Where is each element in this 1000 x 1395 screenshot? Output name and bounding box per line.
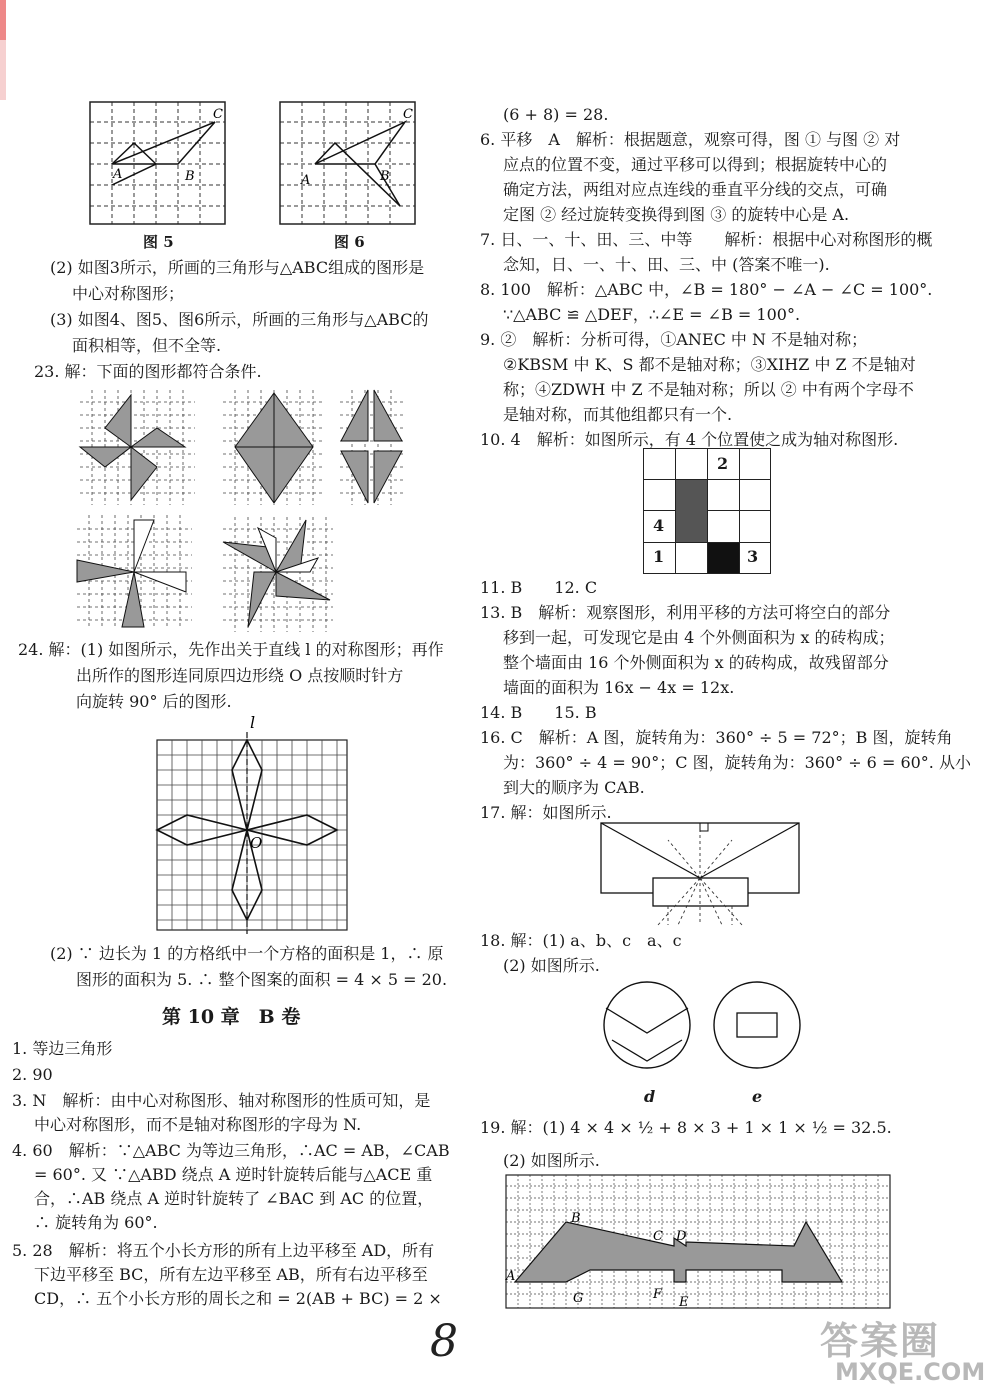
q19-figure-shaded-shape xyxy=(503,1172,893,1312)
svg-text:B: B xyxy=(571,1211,581,1226)
answer-13-line3: 整个墙面由 16 个外侧面积为 x 的砖构成，故残留部分 xyxy=(503,653,889,672)
answer-5-continued: (6 + 8) = 28. xyxy=(503,105,609,124)
answer-22-3-line1: (3) 如图4、图5、图6所示，所画的三角形与△ABC的 xyxy=(50,310,429,329)
answer-7-line2: 念知，日、一、十、田、三、中 (答案不唯一). xyxy=(503,255,830,274)
b-answer-5-line3: CD，∴ 五个小长方形的周长之和 = 2(AB + BC) = 2 × xyxy=(34,1289,442,1308)
answer-9-line2: ②KBSM 中 K、S 都不是轴对称；③XIHZ 中 Z 不是轴对 xyxy=(503,355,916,374)
answer-10: 10. 4 解析：如图所示，有 4 个位置使之成为轴对称图形. xyxy=(480,430,899,449)
figure-5-caption: 图 5 xyxy=(143,233,174,251)
answer-9-line4: 是轴对称，而其他组都只有一个. xyxy=(503,405,733,424)
answer-13-line1: 13. B 解析：观察图形，利用平移的方法可将空白的部分 xyxy=(480,603,891,622)
page-number-handwritten: 8 xyxy=(430,1316,458,1367)
q24-figure-symmetric-pattern xyxy=(150,712,355,937)
watermark-line1: 答案圈 xyxy=(820,1319,941,1363)
svg-text:A: A xyxy=(506,1269,516,1284)
grid-label-1: 1 xyxy=(653,547,665,566)
b-answer-5-line1: 5. 28 解析：将五个小长方形的所有上边平移至 AD，所有 xyxy=(12,1241,435,1260)
b-answer-3-line1: 3. N 解析：由中心对称图形、轴对称图形的性质可知，是 xyxy=(12,1091,431,1110)
svg-text:D: D xyxy=(676,1229,687,1244)
figure-6-caption: 图 6 xyxy=(334,233,365,251)
b-answer-4-line2: = 60°. 又 ∵△ABD 绕点 A 逆时针旋转后能与△ACE 重 xyxy=(34,1165,433,1184)
answer-13-line2: 移到一起，可发现它是由 4 个外侧面积为 x 的砖构成； xyxy=(503,628,895,647)
answer-9-line1: 9. ② 解析：分析可得，①ANEC 中 N 不是轴对称； xyxy=(480,330,868,349)
answer-24-2-line2: 图形的面积为 5. ∴ 整个图案的面积 = 4 × 5 = 20. xyxy=(76,970,448,989)
answer-6-line2: 应点的位置不变，通过平移可以得到；根据旋转中心的 xyxy=(503,155,888,174)
answer-24-line1: 24. 解：(1) 如图所示，先作出关于直线 l 的对称图形；再作 xyxy=(18,640,444,659)
figure-6 xyxy=(275,100,425,230)
q23-figure-diamond xyxy=(218,385,328,510)
q17-figure-envelope xyxy=(598,820,803,930)
answer-16-line1: 16. C 解析：A 图，旋转角为：360° ÷ 5 = 72°；B 图，旋转角 xyxy=(480,728,953,747)
watermark-url: MXQE.COM xyxy=(835,1358,986,1386)
svg-text:A: A xyxy=(301,173,311,188)
scan-edge-stripe xyxy=(0,40,6,100)
answer-7-line1: 7. 日、一、十、田、三、中等 解析：根据中心对称图形的概 xyxy=(480,230,933,249)
answer-8-line1: 8. 100 解析：△ABC 中，∠B = 180° − ∠A − ∠C = 100°. xyxy=(480,280,933,299)
answer-13-line4: 墙面的面积为 16x − 4x = 12x. xyxy=(503,678,735,697)
label-d: d xyxy=(644,1087,656,1106)
svg-text:B: B xyxy=(380,169,390,184)
svg-text:G: G xyxy=(573,1291,584,1306)
answer-6-line4: 定图 ② 经过旋转变换得到图 ③ 的旋转中心是 A. xyxy=(503,205,850,224)
figure-5 xyxy=(85,100,235,230)
answer-19-line2: (2) 如图所示. xyxy=(503,1151,600,1170)
answer-6-line3: 确定方法，两组对应点连线的垂直平分线的交点，可确 xyxy=(503,180,888,199)
answer-22-2-line2: 中心对称图形； xyxy=(72,284,185,303)
q18-circle-d xyxy=(600,978,695,1073)
answer-6-line1: 6. 平移 A 解析：根据题意，观察可得，图 ① 与图 ② 对 xyxy=(480,130,901,149)
answer-22-2-line1: (2) 如图3所示，所画的三角形与△ABC组成的图形是 xyxy=(50,258,425,277)
answer-16-line3: 到大的顺序为 CAB. xyxy=(503,778,645,797)
answer-16-line2: 为：360° ÷ 4 = 90°；C 图，旋转角为：360° ÷ 6 = 60°. 从小 xyxy=(503,753,971,772)
answer-19-line1: 19. 解：(1) 4 × 4 × ½ + 8 × 3 + 1 × 1 × ½ = 32.5. xyxy=(480,1118,892,1137)
answer-8-line2: ∵△ABC ≌ △DEF，∴∠E = ∠B = 100°. xyxy=(503,305,801,324)
svg-text:C: C xyxy=(653,1229,663,1244)
answer-24-line3: 向旋转 90° 后的图形. xyxy=(76,692,232,711)
answer-18-line2: (2) 如图所示. xyxy=(503,956,600,975)
svg-text:B: B xyxy=(185,169,195,184)
answer-18-line1: 18. 解：(1) a、b、c a、c xyxy=(480,931,682,950)
answer-24-2-line1: (2) ∵ 边长为 1 的方格纸中一个方格的面积是 1，∴ 原 xyxy=(50,944,444,963)
answer-23: 23. 解：下面的图形都符合条件. xyxy=(34,362,262,381)
answer-17: 17. 解：如图所示. xyxy=(480,803,612,822)
q23-figure-pinwheel xyxy=(75,385,200,510)
q23-figure-triangles xyxy=(338,385,406,510)
b-answer-4-line1: 4. 60 解析：∵△ABC 为等边三角形，∴AC = AB，∠CAB xyxy=(12,1141,450,1160)
grid-label-2: 2 xyxy=(717,454,729,473)
q10-grid xyxy=(643,448,771,574)
answer-14-15: 14. B 15. B xyxy=(480,703,597,722)
label-e: e xyxy=(752,1087,763,1106)
b-answer-4-line3: 合，∴AB 绕点 A 逆时针旋转了 ∠BAC 到 AC 的位置， xyxy=(34,1189,434,1208)
b-answer-3-line2: 中心对称图形，而不是轴对称图形的字母为 N. xyxy=(34,1115,362,1134)
q18-circle-e xyxy=(710,978,805,1073)
b-answer-5-line2: 下边平移至 BC，所有左边平移至 AB，所有右边平移至 xyxy=(34,1265,428,1284)
chapter-heading: 第 10 章 B 卷 xyxy=(162,1006,301,1028)
b-answer-4-line4: ∴ 旋转角为 60°. xyxy=(34,1213,158,1232)
svg-text:F: F xyxy=(653,1287,663,1302)
answer-24-line2: 出所作的图形连同原四边形绕 O 点按顺时针方 xyxy=(76,666,404,685)
q23-figure-windmill-2 xyxy=(218,512,338,637)
answer-22-3-line2: 面积相等，但不全等. xyxy=(72,336,222,355)
scan-edge-stripe xyxy=(0,0,6,40)
grid-label-4: 4 xyxy=(653,516,665,535)
svg-text:C: C xyxy=(213,107,223,122)
svg-text:E: E xyxy=(679,1295,689,1310)
grid-label-3: 3 xyxy=(747,547,759,566)
q23-figure-windmill-1 xyxy=(72,512,197,632)
answer-11-12: 11. B 12. C xyxy=(480,578,598,597)
svg-text:C: C xyxy=(403,107,413,122)
b-answer-2: 2. 90 xyxy=(12,1065,53,1084)
svg-text:O: O xyxy=(250,834,263,852)
svg-text:l: l xyxy=(250,713,256,732)
svg-text:A: A xyxy=(113,167,123,182)
b-answer-1: 1. 等边三角形 xyxy=(12,1039,113,1058)
answer-9-line3: 称；④ZDWH 中 Z 不是轴对称；所以 ② 中有两个字母不 xyxy=(503,380,914,399)
watermark-logo xyxy=(820,1310,940,1365)
